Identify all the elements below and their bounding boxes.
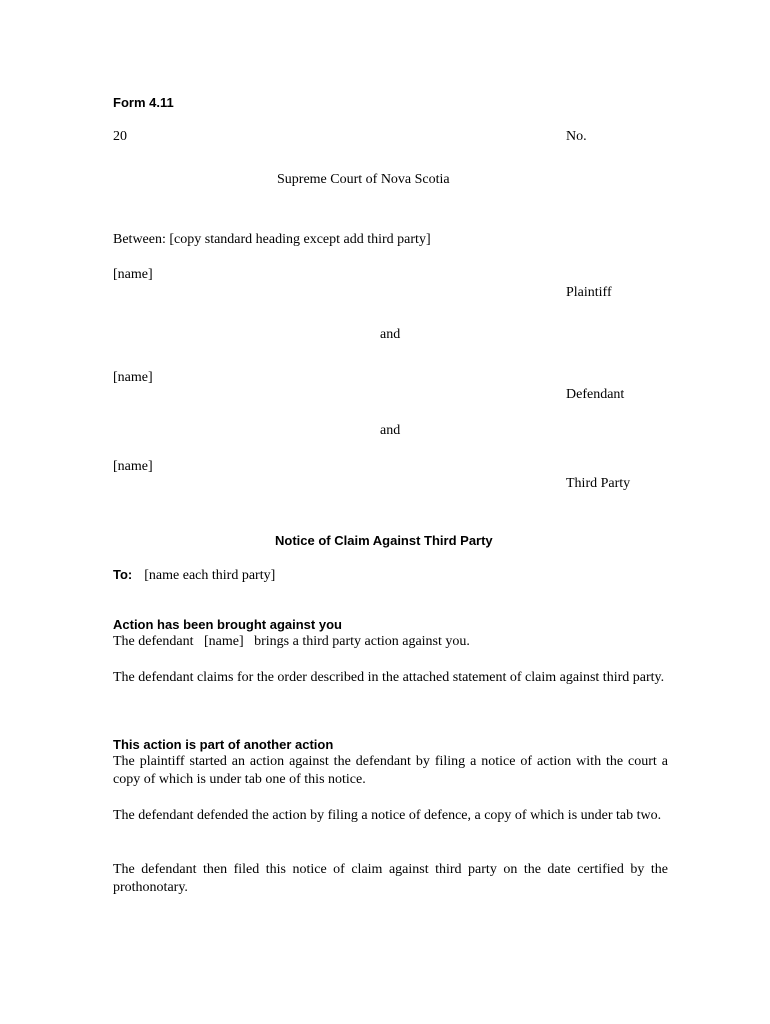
section-paragraph: The plaintiff started an action against the defendant by filing a notice of action with the court a copy of which is under tab one of this notice. (113, 754, 668, 787)
to-line (113, 566, 275, 585)
and-conjunction: and (380, 423, 401, 438)
form-label: Form 4.11 (113, 95, 174, 110)
to-label: To: (113, 567, 133, 582)
section-paragraph: The defendant [name] brings a third party action against you. (113, 634, 470, 649)
court-name: Supreme Court of Nova Scotia (277, 172, 450, 187)
section-paragraph: The defendant then filed this notice of claim against third party on the date certified by the prothonotary. (113, 862, 668, 895)
section-paragraph: The defendant claims for the order described in the attached statement of claim against third party. (113, 670, 665, 685)
notice-title: Notice of Claim Against Third Party (275, 533, 493, 548)
plaintiff-role: Plaintiff (566, 285, 612, 300)
plaintiff-name: [name] (113, 267, 153, 282)
section-paragraph: The defendant defended the action by filing a notice of defence, a copy of which is under tab two. (113, 808, 662, 823)
third-party-role: Third Party (566, 476, 631, 491)
defendant-name: [name] (113, 370, 153, 385)
file-number-label: No. (566, 129, 587, 144)
heading-instruction: Between: [copy standard heading except add third party] (113, 232, 431, 247)
and-conjunction: and (380, 327, 401, 342)
year-prefix: 20 (113, 129, 127, 144)
to-value: [name each third party] (144, 568, 276, 583)
section-heading: This action is part of another action (113, 737, 334, 752)
third-party-name: [name] (113, 459, 153, 474)
defendant-role: Defendant (566, 387, 625, 402)
section-heading: Action has been brought against you (113, 617, 342, 632)
